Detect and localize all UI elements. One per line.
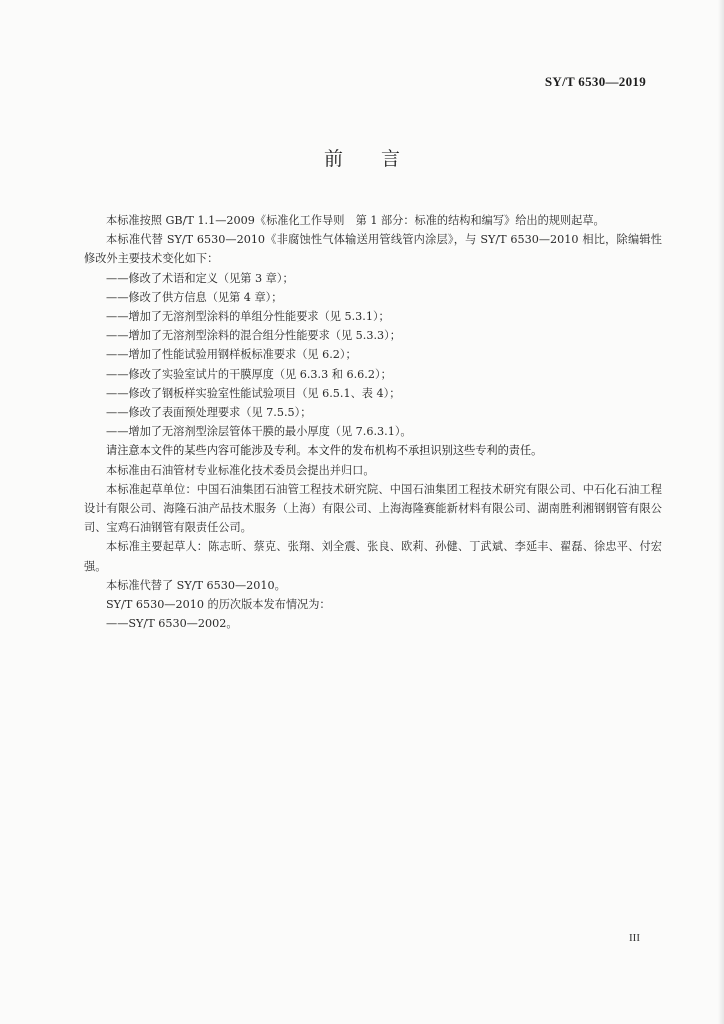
change-item: ——增加了无溶剂型涂层管体干膜的最小厚度（见 7.6.3.1）。 xyxy=(106,425,412,439)
paragraph-replacement: 本标准代替 SY/T 6530—2010《非腐蚀性气体输送用管线管内涂层》，与 SY/T 6530—2010 相比，除编辑性修改外主要技术变化如下： xyxy=(84,233,662,266)
standard-code: SY/T 6530—2019 xyxy=(544,74,646,89)
paragraph-drafting-rules: 本标准按照 GB/T 1.1—2009《标准化工作导则 第 1 部分：标准的结构和编写》给出的规则起草。 xyxy=(106,214,605,227)
page-number: III xyxy=(629,932,640,944)
proposer-statement: 本标准由石油管材专业标准化技术委员会提出并归口。 xyxy=(106,463,375,477)
change-item: ——修改了术语和定义（见第 3 章）； xyxy=(106,271,294,285)
foreword-body xyxy=(84,211,662,633)
history-item: ——SY/T 6530—2002。 xyxy=(106,617,238,631)
change-item: ——增加了性能试验用钢样板标准要求（见 6.2）； xyxy=(106,348,357,362)
change-item: ——增加了无溶剂型涂料的单组分性能要求（见 5.3.1）； xyxy=(106,310,390,324)
drafting-organizations: 本标准起草单位：中国石油集团石油管工程技术研究院、中国石油集团工程技术研究有限公司、中石化石油工程设计有限公司、海隆石油产品技术服务（上海）有限公司、上海海隆赛能新材料有限公司、湖南胜利湘钢钢管有限公司、宝鸡石油钢管有限责任公司。 xyxy=(84,482,662,535)
change-item: ——修改了实验室试片的干膜厚度（见 6.3.3 和 6.6.2）； xyxy=(106,367,392,381)
change-item: ——修改了表面预处理要求（见 7.5.5）； xyxy=(106,406,312,420)
change-item: ——修改了供方信息（见第 4 章）； xyxy=(106,290,283,304)
history-heading: SY/T 6530—2010 的历次版本发布情况为： xyxy=(106,598,331,612)
change-item: ——修改了钢板样实验室性能试验项目（见 6.5.1、表 4）； xyxy=(106,386,401,400)
principal-drafters: 本标准主要起草人：陈志昕、蔡克、张翔、刘全震、张良、欧莉、孙健、丁武斌、李延丰、翟磊、徐忠平、付宏强。 xyxy=(84,540,662,573)
page-edge-shadow xyxy=(718,0,724,1024)
patent-notice: 请注意本文件的某些内容可能涉及专利。本文件的发布机构不承担识别这些专利的责任。 xyxy=(106,444,543,458)
replaced-standard: 本标准代替了 SY/T 6530—2010。 xyxy=(106,578,286,592)
change-item: ——增加了无溶剂型涂料的混合组分性能要求（见 5.3.3）； xyxy=(106,329,401,343)
page-title: 前言 xyxy=(323,148,438,170)
